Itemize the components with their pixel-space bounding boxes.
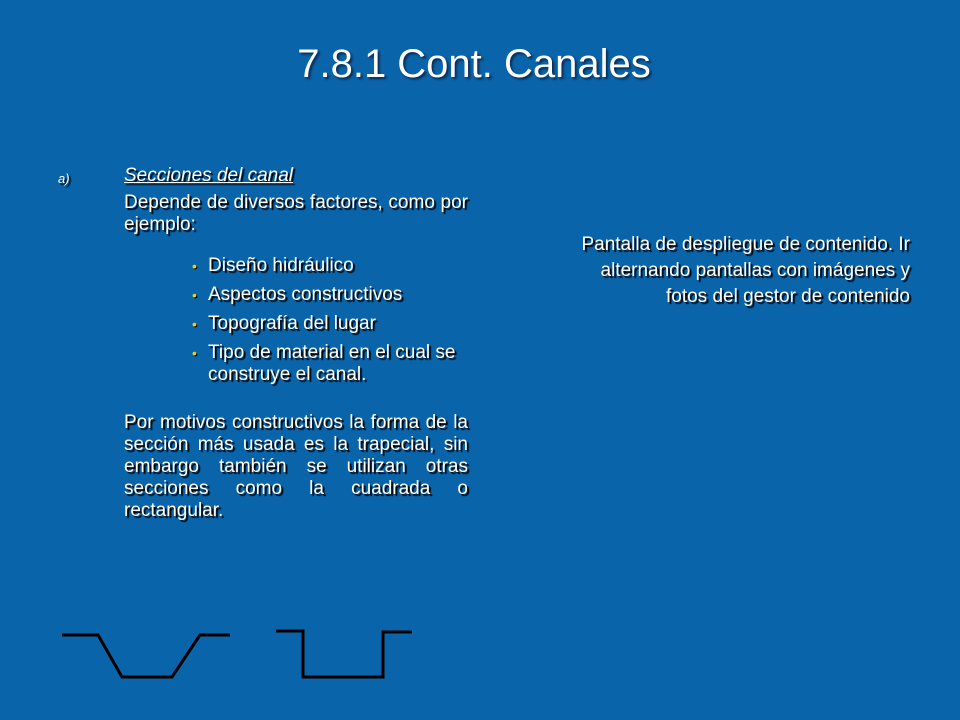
rectangular-section-shape bbox=[276, 631, 412, 677]
factor-label: Aspectos constructivos bbox=[208, 284, 403, 305]
bullet-icon: • bbox=[192, 287, 197, 303]
factor-label: Tipo de material en el cual se construye el canal. bbox=[208, 342, 456, 385]
intro-text: Depende de diversos factores, como por ejemplo: bbox=[124, 192, 468, 235]
factor-item bbox=[192, 284, 468, 306]
factor-item bbox=[192, 313, 468, 335]
factor-item bbox=[192, 255, 468, 277]
factor-label: Topografía del lugar bbox=[208, 313, 376, 334]
section-heading bbox=[58, 164, 468, 188]
trapezoidal-section-shape bbox=[62, 635, 230, 677]
closing-text: Por motivos constructivos la forma de la sección más usada es la trapecial, sin embargo también se utilizan otras secciones como la cuadrada o rectangular. bbox=[124, 412, 468, 521]
section-marker: a) bbox=[58, 171, 70, 186]
factor-item bbox=[192, 342, 468, 386]
canal-sections-drawing bbox=[60, 625, 420, 685]
factor-label: Diseño hidráulico bbox=[208, 255, 354, 276]
section-title: Secciones del canal bbox=[124, 165, 293, 186]
factor-list bbox=[58, 255, 468, 386]
slide-title: 7.8.1 Cont. Canales bbox=[297, 42, 651, 86]
bullet-icon: • bbox=[192, 316, 197, 332]
bullet-icon: • bbox=[192, 345, 197, 361]
bullet-icon: • bbox=[192, 258, 197, 274]
content-column bbox=[58, 164, 468, 541]
content-note: Pantalla de despliegue de contenido. Ir alternando pantallas con imágenes y fotos del gestor de contenido bbox=[581, 234, 910, 307]
